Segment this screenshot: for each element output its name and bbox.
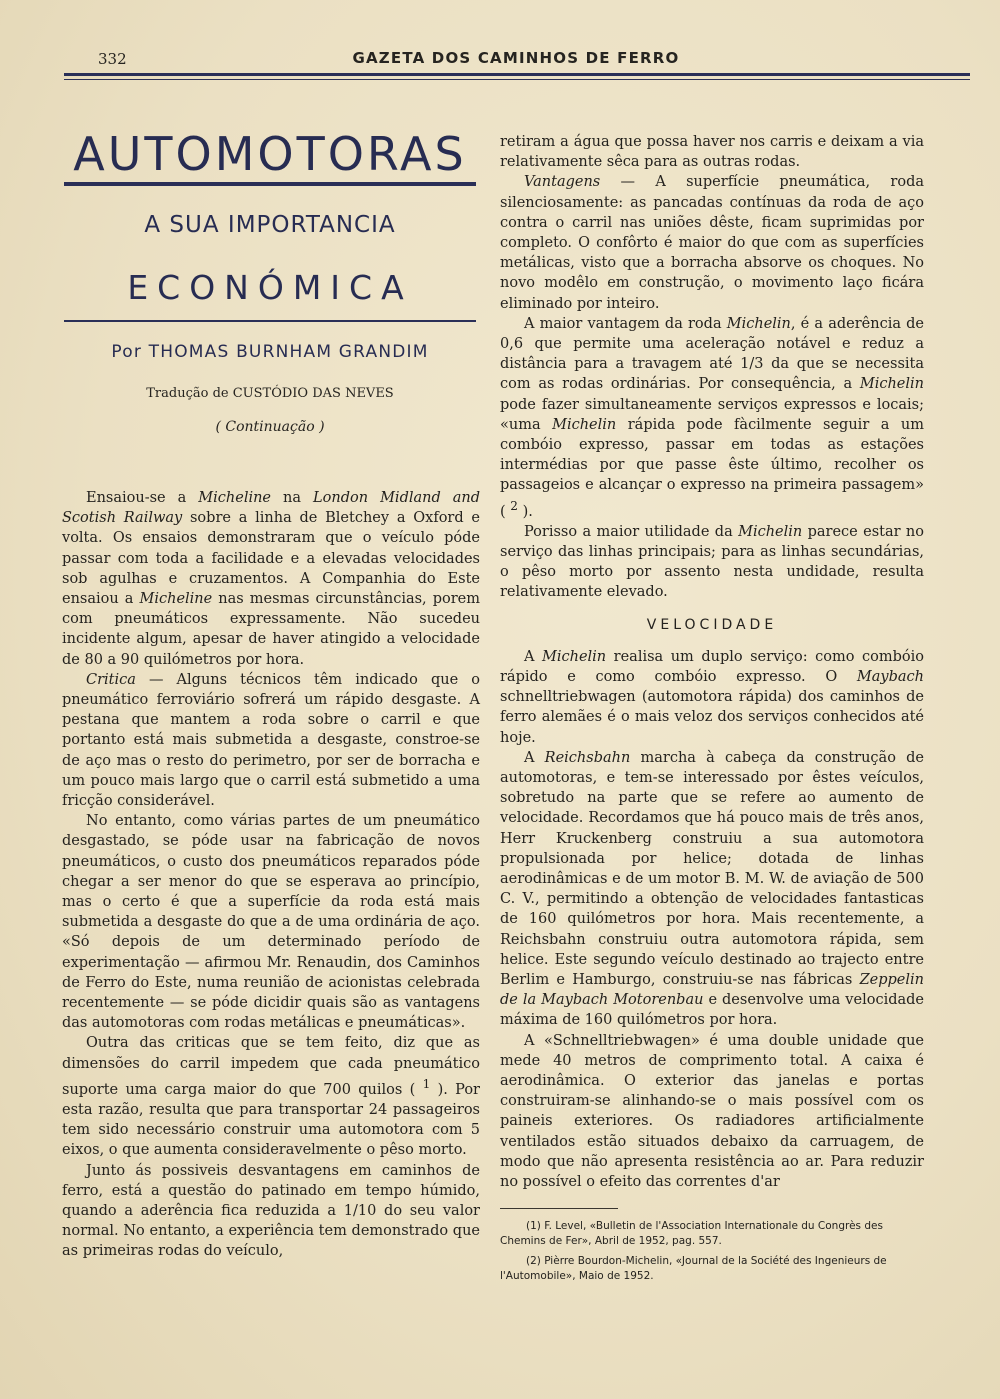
text-run: e desenvolve uma velocidade máxima de 160 quilómetros por hora. [500,992,924,1029]
italic-text: Michelin [859,376,924,393]
text-run: A [524,648,542,665]
text-run: Ensaiou-se a [86,490,199,506]
footnote: (1) F. Level, «Bulletin de l'Association Internationale du Congrès des Chemins de Fer», Abril de 1952, pag. 557. [500,1220,883,1247]
text-run: marcha à cabeça da construção de automotoras, e tem-se interessado por êstes veículos, sobretudo na parte que se refere ao aumento de velocidade. Recordamos que há pouco mais de três anos, Herr Kruckenberg construiu a sua automotora propulsionada por helice; dotada de linhas aerodinâmicas e de um motor B. M. W. de aviação de 500 C. V., permitindo a obtenção de velocidades fantasticas de 160 quilómetros por hora. Mais recentemente, a Reichsbahn construiu outra automotora rápida, sem helice. Este segundo veículo destinado ao trajecto entre Berlim e Hamburgo, construiu-se nas fábricas [500,749,924,988]
italic-text: Michelin [726,315,791,332]
publication-title: GAZETA DOS CAMINHOS DE FERRO [352,49,680,67]
text-run: schnelltriebwagen (automotora rápida) dos caminhos de ferro alemães é o mais veloz dos serviços conhecidos até hoje. [500,689,924,746]
text-run: , é a aderência de 0,6 que permite uma aceleração notável e reduz a distância para a travagem até 1/3 da que se necessita com as rodas ordinárias. Por consequência, a [500,315,924,393]
text-run: rápida pode fàcilmente seguir a um combóio expresso, passar em todas as estações intermédias por que passe êste último, recolher os passageios e alcançar o expresso na primeira passagem» ( [500,416,924,520]
footnote-rule [500,1208,618,1209]
paragraph [62,1161,480,1262]
page-number: 332 [98,50,127,68]
paragraph [500,172,924,313]
footnote-ref: 2 [510,498,518,513]
footnote-ref: 1 [422,1076,431,1091]
header-rule-thin [64,79,970,80]
italic-text: Critica [86,671,136,688]
footnotes [500,1219,924,1283]
italic-text: Michelin [552,416,617,433]
text-run: parece estar no serviço das linhas principais; para as linhas secundárias, o pêso morto por assento nesta undidade, resulta relativamente elevado. [500,523,924,601]
text-run: — Alguns técnicos têm indicado que o pneumático ferroviário sofrerá um rápido desgaste. A pestana que mantem a roda sobre o carril e que portanto está mais submetida a desgaste, constroe-se de aço mas o resto do perimetro, por ser de borracha e um pouco mais largo que o carril está submetido a uma fricção considerável. [62,671,480,810]
text-run: — A superfície pneumática, roda silenciosamente: as pancadas contínuas da roda de aço contra o carril nas uniões dêste, ficam suprimidas por completo. O confôrto é maior do que com as superfícies metálicas, visto que a borracha absorve os choques. No novo modêlo em construção, o movimento laço ficára eliminado por inteiro. [500,174,924,312]
section-heading: VELOCIDADE [646,616,778,633]
italic-text: London Midland and Scotish Railway [62,490,481,527]
text-run: realisa um duplo serviço: como combóio rápido e como combóio expresso. O [500,648,924,685]
italic-text: Zeppelin de la Maybach Motorenbau [500,971,924,1009]
text-run: sobre a linha de Bletchey a Oxford e volta. Os ensaios demonstraram que o veículo póde passar com toda a facilidade e a elevadas velocidades sob agulhas e cruzamentos. A Companhia do Este ensaiou a [62,510,480,608]
text-run: Porisso a maior utilidade da [524,523,739,540]
italic-text: Michelin [542,648,607,665]
footnote: (2) Pièrre Bourdon-Michelin, «Journal de la Société des Ingenieurs de l'Automobile», Maio de 1952. [500,1255,887,1282]
article-subtitle-line2: ECONÓMICA [127,268,413,307]
right-column-body-velocidade [500,647,924,1192]
text-run: pode fazer simultaneamente serviços expressos e locais; «uma [500,396,924,433]
right-column [500,132,924,1289]
text-run: A «Schnelltriebwagen» é uma double unidade que mede 40 metros de comprimento total. A caixa é aerodinâmica. O exterior das janelas e portas construiram-se alinhando-se o mais possível com os paineis exteriores. Os radiadores artificialmente ventilados estão situados debaixo da carruagem, de modo que não apresenta resistência ao ar. Para reduzir no possível o efeito das correntes d'ar [500,1032,924,1190]
article-continuation-note: ( Continuação ) [215,419,325,435]
text-run: A [524,749,545,766]
italic-text: Michelin [738,523,803,540]
paragraph [500,748,924,1031]
text-run: A maior vantagem da roda [524,315,727,332]
italic-text: Micheline [139,591,213,608]
text-run: ). Por esta razão, resulta que para transportar 24 passageiros tem sido necessário construir uma automotora com 5 eixos, o que aumenta consideravelmente o pêso morto. [62,1081,480,1159]
paragraph [62,670,480,811]
left-column [62,488,480,1262]
paragraph [500,647,924,748]
article-subtitle-line1: A SUA IMPORTANCIA [144,212,396,238]
italic-text: Reichsbahn [544,749,631,766]
article-translation-credit: Tradução de CUSTÓDIO DAS NEVES [146,386,394,401]
paragraph [500,522,924,603]
paragraph [500,132,924,172]
paragraph [500,314,924,522]
text-run: Junto ás possiveis desvantagens em caminhos de ferro, está a questão do patinado em tempo húmido, quando a aderência fica reduzida a 1/10 do seu valor normal. No entanto, a experiência tem demonstrado que as primeiras rodas do veículo, [62,1162,480,1260]
text-run: retiram a água que possa haver nos carris e deixam a via relativamente sêca para as outras rodas. [500,134,924,171]
right-column-body [500,132,924,603]
italic-text: Vantagens [524,174,601,191]
text-run: No entanto, como várias partes de um pneumático desgastado, se póde usar na fabricação de novos pneumáticos, o custo dos pneumáticos reparados póde chegar a ser menor do que se esperava ao princípio, mas o certo é que a superfície da roda está mais submetida a desgaste do que a de uma ordinária de aço. «Só depois de um determinado período de experimentação — afirmou Mr. Renaudin, dos Caminhos de Ferro do Este, numa reunião de acionistas celebrada recentemente — se póde dicidir quais são as vantagens das automotoras com rodas metálicas e pneumáticas». [62,813,480,1032]
text-run: nas mesmas circunstâncias, porem com pneumáticos expressamente. Não sucedeu incidente algum, apesar de haver atingido a velocidade de 80 a 90 quilómetros por hora. [62,591,481,668]
article-byline: Por THOMAS BURNHAM GRANDIM [111,342,429,362]
text-run: ). [517,503,533,520]
italic-text: Micheline [198,490,272,506]
text-run: Outra das criticas que se tem feito, diz que as dimensões do carril impedem que cada pneumático suporte uma carga maior do que 700 quilos ( [62,1035,480,1098]
paragraph [62,811,480,1033]
title-rule [64,182,476,186]
paragraph [62,488,480,670]
running-header [64,48,968,72]
header-rule-thick [64,73,970,76]
article-title-block [64,126,476,435]
paragraph [500,1031,924,1193]
article-title: AUTOMOTORAS [73,127,467,181]
subtitle-rule [64,320,476,322]
text-run: na [271,490,314,506]
paragraph [62,1033,480,1160]
italic-text: Maybach [856,668,924,685]
